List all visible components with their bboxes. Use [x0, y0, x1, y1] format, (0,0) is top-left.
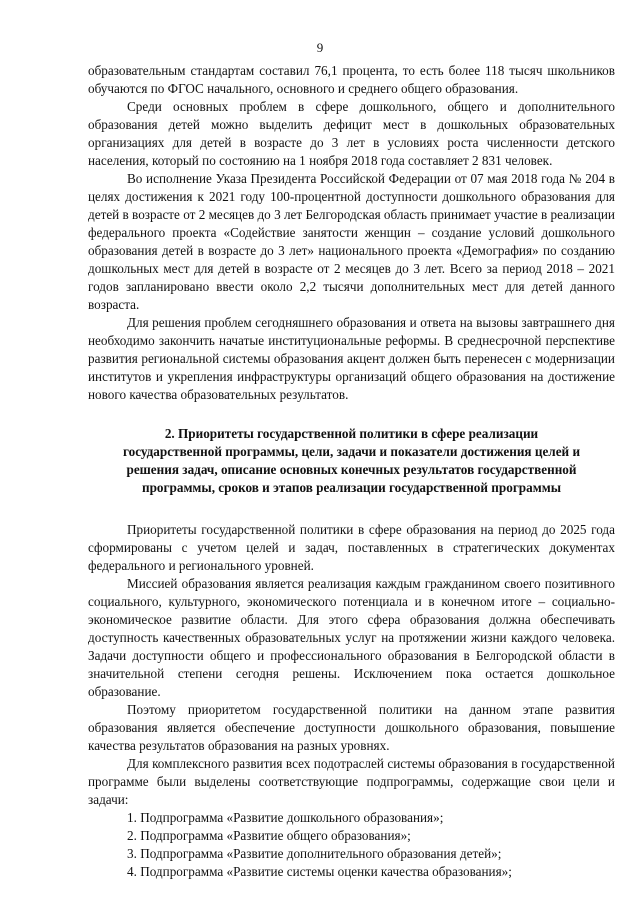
list-item: 3. Подпрограмма «Развитие дополнительного образования детей»;: [127, 846, 502, 861]
paragraph-decree: Во исполнение Указа Президента Российской Федерации от 07 мая 2018 года № 204 в целях достижения к 2021 году 100-процентной доступности дошкольного образования для детей в возрасте от 2 месяцев до 3 лет Белгородская область принимает участие в реализации федерального проекта «Содействие занятости женщин – создание условий дошкольного образования детей в возрасте до 3 лет» национального проекта «Демография» по созданию дошкольных мест для детей в возрасте от 2 месяцев до 3 лет. Всего за период 2018 – 2021 годов запланировано ввести около 2,2 тысячи дополнительных мест для детей данного возраста.: [88, 171, 615, 312]
section-heading: 2. Приоритеты государственной политики в сфере реализации государственной программы, цели, задачи и показатели достижения целей и решения задач, описание основных конечных результатов государственной программы, сроков и этапов реализации государственной программы: [122, 426, 581, 495]
paragraph-problems: Среди основных проблем в сфере дошкольного, общего и дополнительного образования детей можно выделить дефицит мест в дошкольных образовательных организациях для детей в возрасте до 3 лет в условиях роста численности детского населения, который по состоянию на 1 ноября 2018 года составляет 2 831 человек.: [88, 99, 615, 168]
paragraph-priority-stage: Поэтому приоритетом государственной политики на данном этапе развития образования является обеспечение доступности дошкольного образования, повышение качества результатов образования на разных уровнях.: [88, 702, 615, 753]
paragraph-subprograms-intro: Для комплексного развития всех подотраслей системы образования в государственной программе были выделены соответствующие подпрограммы, содержащие свои цели и задачи:: [88, 756, 615, 807]
paragraph-reforms: Для решения проблем сегодняшнего образования и ответа на вызовы завтрашнего дня необходимо закончить начатые институциональные реформы. В среднесрочной перспективе развития региональной системы образования акцент должен быть перенесен с модернизации институтов и укрепления инфраструктуры организаций общего образования на достижение нового качества образовательных результатов.: [88, 315, 615, 402]
paragraph-priorities: Приоритеты государственной политики в сфере образования на период до 2025 года сформированы с учетом целей и задач, поставленных в стратегических документах федерального и регионального уровней.: [88, 522, 615, 573]
list-item: 1. Подпрограмма «Развитие дошкольного образования»;: [127, 810, 444, 825]
document-body: [88, 62, 615, 881]
page-number: 9: [316, 40, 324, 55]
list-item: 2. Подпрограмма «Развитие общего образования»;: [127, 828, 411, 843]
list-item: 4. Подпрограмма «Развитие системы оценки качества образования»;: [127, 864, 512, 879]
paragraph-continuation: образовательным стандартам составил 76,1 процента, то есть более 118 тысяч школьников обучаются по ФГОС начального, основного и среднего общего образования.: [88, 63, 615, 96]
paragraph-mission: Миссией образования является реализация каждым гражданином своего позитивного социального, культурного, экономического потенциала и в конечном итоге – социально-экономическое развитие области. Для этого сфера образования должна обеспечивать доступность качественных образовательных услуг на протяжении жизни каждого человека. Задачи доступности общего и профессионального образования в Белгородской области в значительной степени сегодня решены. Исключением пока остается дошкольное образование.: [88, 576, 615, 699]
